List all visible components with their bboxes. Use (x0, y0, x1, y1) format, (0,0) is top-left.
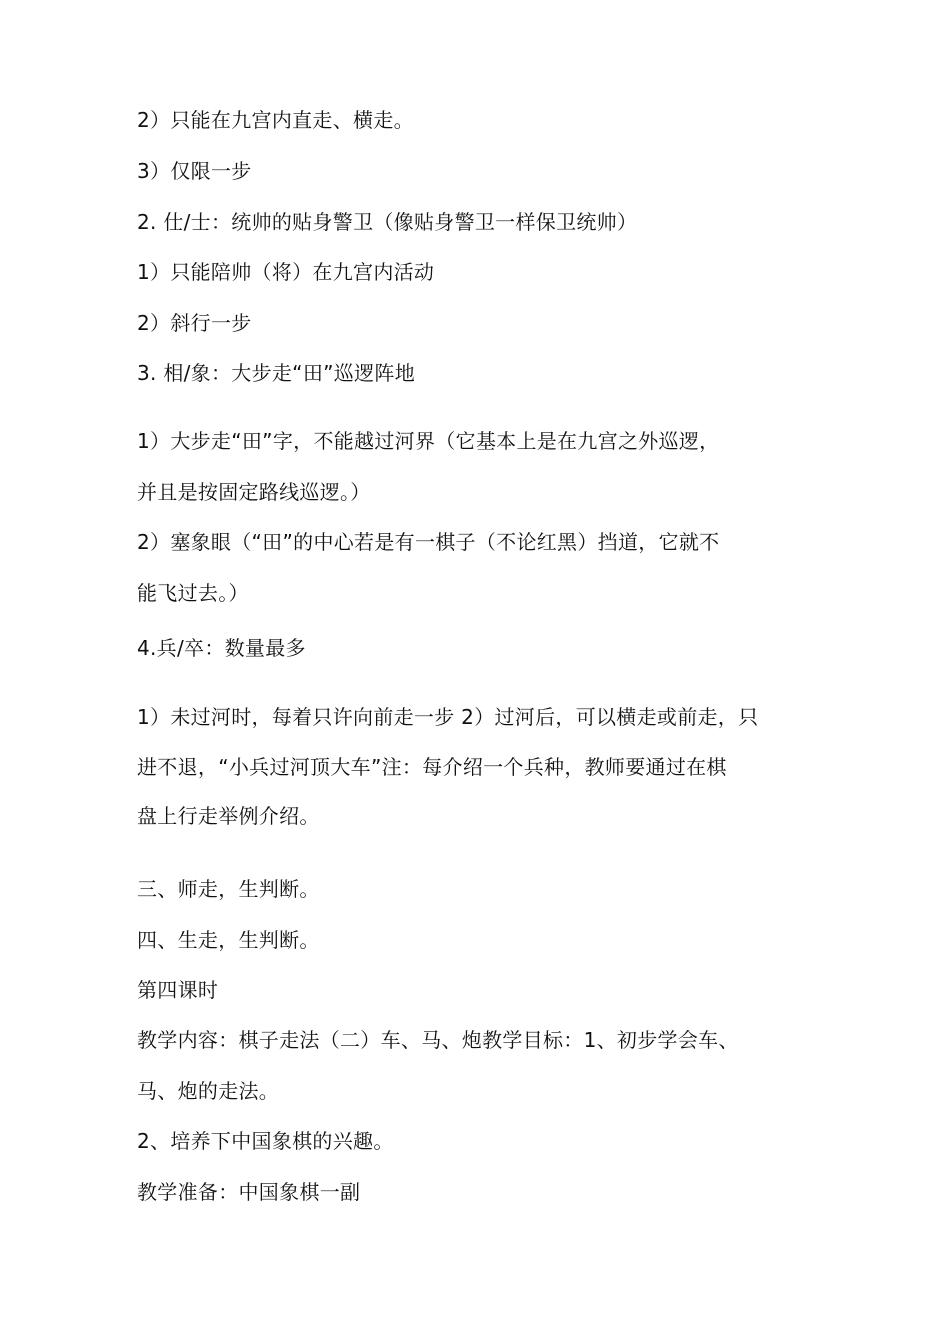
text-line: 教学内容：棋子走法（二）车、马、炮教学目标：1、初步学会车、 (137, 1028, 739, 1052)
text-line: 四、生走，生判断。 (137, 928, 320, 952)
text-line: 3. 相/象：大步走“田”巡逻阵地 (137, 361, 415, 385)
text-line: 第四课时 (137, 978, 219, 1002)
text-line: 三、师走，生判断。 (137, 877, 320, 901)
text-line: 2）只能在九宫内直走、横走。 (137, 108, 414, 132)
text-line: 能飞过去。） (137, 581, 249, 605)
text-line: 2）斜行一步 (137, 311, 252, 335)
text-line: 2）塞象眼（“田”的中心若是有一棋子（不论红黑）挡道，它就不 (137, 530, 720, 554)
text-line: 1）大步走“田”字，不能越过河界（它基本上是在九宫之外巡逻， (137, 429, 720, 453)
text-line: 2、培养下中国象棋的兴趣。 (137, 1129, 394, 1153)
text-line: 3）仅限一步 (137, 159, 252, 183)
text-line: 并且是按固定路线巡逻。） (137, 480, 371, 504)
text-line: 1）只能陪帅（将）在九宫内活动 (137, 260, 435, 284)
text-line: 盘上行走举例介绍。 (137, 804, 320, 828)
text-line: 4.兵/卒：数量最多 (137, 636, 306, 660)
text-line: 1）未过河时，每着只许向前走一步 2）过河后，可以横走或前走，只 (137, 705, 759, 729)
text-line: 教学准备：中国象棋一副 (137, 1180, 361, 1204)
text-line: 进不退，“小兵过河顶大车”注：每介绍一个兵种，教师要通过在棋 (137, 755, 727, 779)
text-line: 2. 仕/士：统帅的贴身警卫（像贴身警卫一样保卫统帅） (137, 210, 638, 234)
text-line: 马、炮的走法。 (137, 1079, 280, 1103)
